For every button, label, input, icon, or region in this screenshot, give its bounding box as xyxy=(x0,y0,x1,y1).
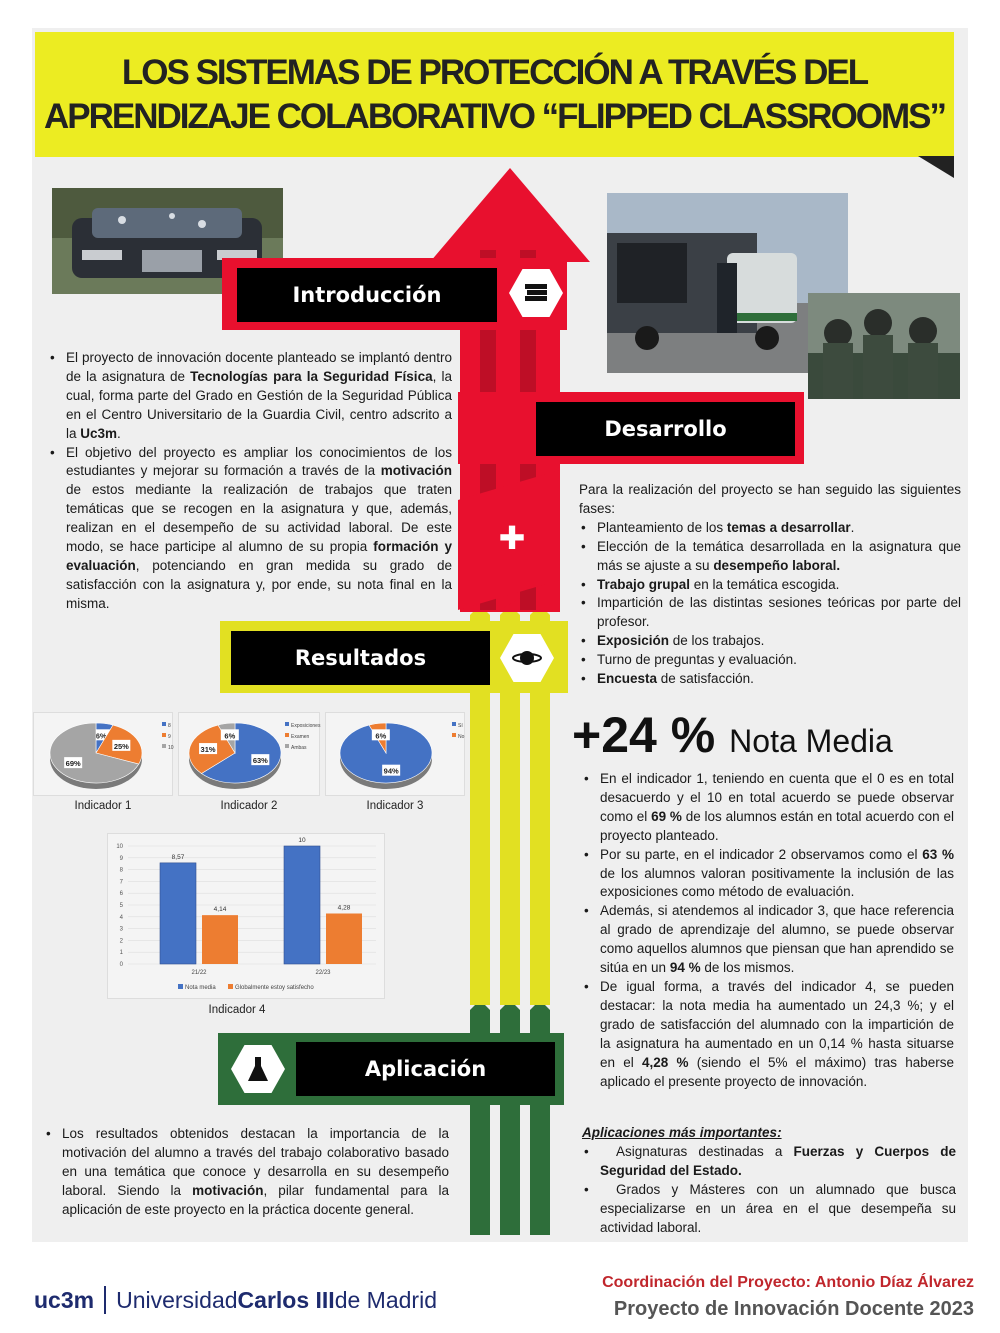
legend-swatch xyxy=(162,722,166,726)
headline-label: Nota Media xyxy=(729,723,893,759)
indicador-4-bars xyxy=(108,834,386,1000)
legend-entry: Exposiciones xyxy=(291,723,321,729)
resultado-1: • En el indicador 1, teniendo en cuenta que el 0 es en total desacuerdo y el 10 en total acuerdo se puede observar como el 69 % de los alumnos están en total acuerdo con el proyecto planteado. xyxy=(582,770,954,846)
resultado-3: • Además, si atendemos al indicador 3, que hace referencia al grado de aprendizaje del alumno, se puede observar como aquellos alumnos que piensan que han aprendido se sitúa en un 94 % de los mismos. xyxy=(582,902,954,978)
legend-entry: No xyxy=(458,734,465,740)
y-tick-label: 9 xyxy=(119,855,123,862)
headline xyxy=(572,706,893,764)
y-tick-label: 4 xyxy=(119,914,123,921)
pie-data-label: 25% xyxy=(113,741,129,751)
legend-entry: Globalmente estoy satisfecho xyxy=(235,985,314,991)
aplicacion-conclusion: • Los resultados obtenidos destacan la importancia de la motivación del alumno a través del trabajo colaborativo basado en una temática que conoce y desarrolla en su desempeño laboral. Siendo la motivación, pilar fundamental para la aplicación de este proyecto en la práctica docente general. xyxy=(44,1125,449,1220)
pie-data-label: 6% xyxy=(95,731,107,741)
legend-entry: Examen xyxy=(291,734,310,740)
fase-7: • Encuesta de satisfacción. xyxy=(579,670,961,689)
bar-Nota media-22/23 xyxy=(284,846,320,964)
desarrollo-intro: Para la realización del proyecto se han seguido las siguientes fases: xyxy=(579,482,961,516)
y-tick-label: 10 xyxy=(116,844,123,850)
aplicacion-right-text xyxy=(582,1124,956,1237)
y-tick-label: 0 xyxy=(119,962,123,968)
logo-text-bold: Carlos III xyxy=(237,1286,335,1313)
indicador-3-pie xyxy=(326,713,466,797)
indicador-2-pie xyxy=(179,713,321,797)
legend-swatch xyxy=(285,722,289,726)
indicador-1-caption: Indicador 1 xyxy=(74,800,132,812)
resultados-label: Resultados xyxy=(231,631,490,685)
introduccion-label: Introducción xyxy=(237,268,497,322)
x-tick-label: 21/22 xyxy=(191,970,207,976)
intro-bullet-2: • El objetivo del proyecto es ampliar los conocimientos de los estudiantes y mejorar su formación a través de la motivación de estos mediante la realización de trabajos que traten temáticas que se recogen en la asignatura y que, además, realizan en el desempeño de su actividad laboral. De este modo, se hace participe al alumno de su propia formación y evaluación, potenciando en gran medida su grado de satisfacción con la asignatura y, por ende, su nota final en la misma. xyxy=(48,444,452,614)
pie-data-label: 69% xyxy=(65,759,81,769)
legend-entry: 10 xyxy=(168,745,174,751)
puzzle-icon: ✚ xyxy=(498,520,526,556)
legend-swatch xyxy=(285,744,289,748)
indicador-1-chart xyxy=(33,712,173,796)
photo-officers xyxy=(808,293,960,399)
fase-3: • Trabajo grupal en la temática escogida. xyxy=(579,576,961,595)
pie-data-label: 31% xyxy=(200,745,216,755)
y-tick-label: 7 xyxy=(119,879,123,886)
logo-text-pre: Universidad xyxy=(116,1286,238,1313)
y-tick-label: 3 xyxy=(119,926,123,933)
fase-4: • Impartición de las distintas sesiones teóricas por parte del profesor. xyxy=(579,594,961,632)
legend-swatch xyxy=(452,722,456,726)
y-tick-label: 2 xyxy=(119,938,123,945)
project-title: Proyecto de Innovación Docente 2023 xyxy=(613,1298,974,1320)
uc3m-mark: uc3m xyxy=(34,1286,95,1313)
title-line-1: LOS SISTEMAS DE PROTECCIÓN A TRAVÉS DEL xyxy=(121,52,868,92)
legend-swatch xyxy=(452,733,456,737)
fase-6: • Turno de preguntas y evaluación. xyxy=(579,651,961,670)
legend-swatch xyxy=(285,733,289,737)
legend-swatch xyxy=(162,733,166,737)
indicador-3-caption: Indicador 3 xyxy=(366,800,424,812)
pie-data-label: 6% xyxy=(375,731,387,741)
bar-data-label: 8,57 xyxy=(171,853,185,861)
logo-divider xyxy=(104,1286,106,1314)
headline-number: +24 % xyxy=(572,707,716,763)
legend-swatch xyxy=(178,984,183,989)
aplicacion-1: • Asignaturas destinadas a Fuerzas y Cuerpos de Seguridad del Estado. xyxy=(582,1143,956,1181)
title-line-2: APRENDIZAJE COLABORATIVO “FLIPPED CLASSROOMS” xyxy=(43,96,946,136)
legend-entry: Nota media xyxy=(185,985,216,991)
x-tick-label: 22/23 xyxy=(315,970,331,976)
logo-text-post: de Madrid xyxy=(334,1286,437,1313)
legend-entry: Ambas xyxy=(291,745,307,751)
desarrollo-text xyxy=(579,481,961,689)
aplicaciones-heading: Aplicaciones más importantes: xyxy=(582,1125,782,1140)
y-tick-label: 6 xyxy=(119,891,123,898)
bar-Nota media-21/22 xyxy=(160,863,196,964)
pie-data-label: 94% xyxy=(383,766,399,776)
legend-swatch xyxy=(162,744,166,748)
title-band xyxy=(35,32,954,157)
indicador-4-chart xyxy=(107,833,385,999)
legend-entry: 8 xyxy=(168,723,171,729)
bar-data-label: 4,28 xyxy=(337,904,351,912)
indicador-3-chart xyxy=(325,712,465,796)
resultado-2: • Por su parte, en el indicador 2 observamos como el 63 % de los alumnos valoran positivamente la inclusión de las exposiciones como método de evaluación. xyxy=(582,846,954,903)
fase-1: • Planteamiento de los temas a desarrollar. xyxy=(579,519,961,538)
pie-data-label: 6% xyxy=(224,731,236,741)
intro-text xyxy=(48,349,452,614)
indicador-2-chart xyxy=(178,712,320,796)
pie-data-label: 63% xyxy=(252,756,268,766)
y-tick-label: 5 xyxy=(119,903,123,909)
indicador-1-pie xyxy=(34,713,174,797)
intro-bullet-1: • El proyecto de innovación docente planteado se implantó dentro de la asignatura de Tecnologías para la Seguridad Física, la cual, forma parte del Grado en Gestión de la Seguridad Pública en el Centro Universitario de la Guardia Civil, centro adscrito a la Uc3m. xyxy=(48,349,452,444)
legend-entry: Sí xyxy=(458,723,463,729)
y-tick-label: 8 xyxy=(119,867,123,874)
indicador-2-caption: Indicador 2 xyxy=(220,800,278,812)
legend-swatch xyxy=(228,984,233,989)
indicador-4-caption: Indicador 4 xyxy=(208,1004,266,1016)
coordination-text: Coordinación del Proyecto: Antonio Díaz Álvarez xyxy=(602,1274,974,1291)
bar-data-label: 4,14 xyxy=(213,906,227,914)
resultados-text xyxy=(582,770,954,1091)
legend-entry: 9 xyxy=(168,734,171,740)
bar-Globalmente estoy satisfecho-21/22 xyxy=(202,915,238,964)
aplicacion-left-text xyxy=(44,1125,449,1220)
bar-data-label: 10 xyxy=(298,837,306,844)
y-tick-label: 1 xyxy=(119,950,123,957)
desarrollo-label: Desarrollo xyxy=(536,402,795,456)
resultado-4: • De igual forma, a través del indicador 4, se pueden destacar: la nota media ha aumentado un 24,3 %; y el grado de satisfacción del alumnado con la impartición de la asignatura ha aumentado en un 0,14 % hasta situarse en el 4,28 % (siendo el 5% el máximo) tras haberse aplicado el presente proyecto de innovación. xyxy=(582,978,954,1091)
bar-Globalmente estoy satisfecho-22/23 xyxy=(326,913,362,964)
fase-2: • Elección de la temática desarrollada en la asignatura que más se ajuste a su desempeño laboral. xyxy=(579,538,961,576)
title-fold-corner xyxy=(918,156,954,178)
fase-5: • Exposición de los trabajos. xyxy=(579,632,961,651)
university-logo xyxy=(34,1286,437,1314)
aplicacion-label: Aplicación xyxy=(296,1042,555,1096)
aplicacion-2: • Grados y Másteres con un alumnado que busca especializarse en un área en el que desempeña su actividad laboral. xyxy=(582,1181,956,1238)
